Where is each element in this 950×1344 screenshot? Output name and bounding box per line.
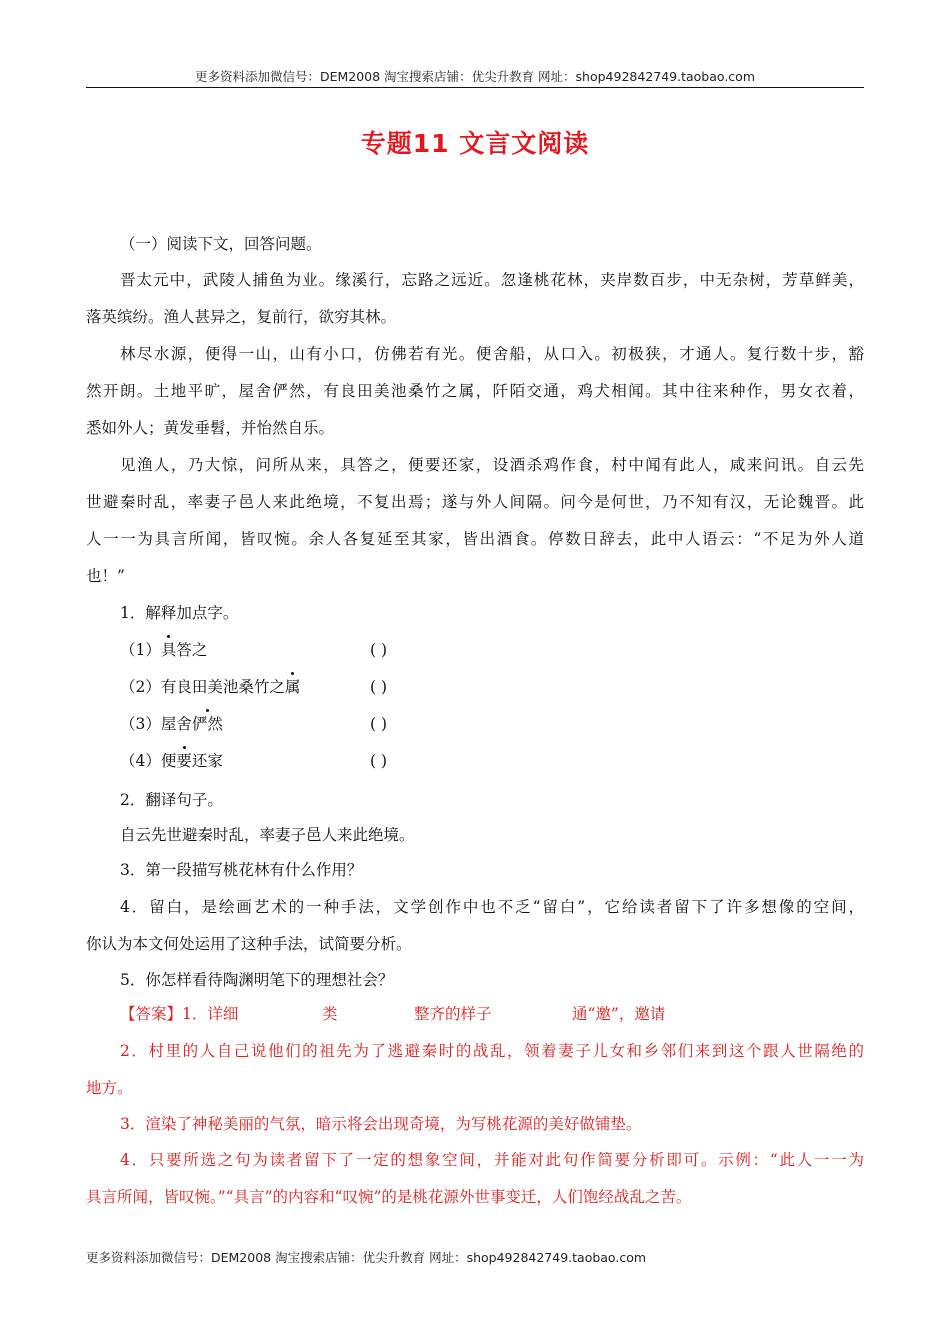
answer-1-3: 整齐的样子 [414,1005,492,1023]
passage-p1-line1: 晋太元中，武陵人捕鱼为业。缘溪行，忘路之远近。忽逢桃花林，夹岸数百步，中无杂树，芳草鲜美， [120,271,864,289]
answer-1 [120,1004,238,1024]
answer-blank[interactable]: ( ) [370,678,388,696]
question-1-item [120,751,360,773]
answer-blank[interactable]: ( ) [370,641,388,659]
question-3: 3．第一段描写桃花林有什么作用？ [120,861,363,879]
passage-p2-line1: 林尽水源，便得一山，山有小口，仿佛若有光。便舍船，从口入。初极狭，才通人。复行数十步，豁 [120,345,864,363]
dotted-char: 属 [284,678,301,696]
item-text-pre: 有良田美池桑竹之 [160,678,285,696]
answer-blank[interactable]: ( ) [370,715,388,733]
question-1-item [120,677,360,699]
item-text-post: 还家 [191,752,223,770]
answer-3: 3．渲染了神秘美丽的气氛，暗示将会出现奇境，为写桃花源的美好做铺垫。 [120,1115,642,1133]
passage-p3-line4: 也！” [86,567,125,585]
item-number: （3） [120,715,161,733]
header-divider [86,87,864,88]
passage-p1-line2: 落英缤纷。渔人甚异之，复前行，欲穷其林。 [86,308,397,326]
item-number: （1） [120,641,161,659]
page-header: 更多资料添加微信号：DEM2008 淘宝搜索店铺：优尖升教育 网址：shop492842749.taobao.com [194,69,756,84]
passage-p3-line1: 见渔人，乃大惊，问所从来，具答之，便要还家，设酒杀鸡作食，村中闻有此人，咸来问讯。自云先 [120,456,864,474]
item-number: （4） [120,752,161,770]
item-text-post: 答之 [176,641,208,659]
question-1-item [120,714,360,736]
passage-p2-line2: 然开朗。土地平旷，屋舍俨然，有良田美池桑竹之属，阡陌交通，鸡犬相闻。其中往来种作，男女衣着， [86,382,864,400]
question-1-item [120,640,360,662]
answer-1-2: 类 [322,1005,338,1023]
dotted-char: 俨然 [191,715,223,733]
passage-p3-line3: 人一一为具言所闻，皆叹惋。余人各复延至其家，皆出酒食。停数日辞去，此中人语云：“不足为外人道 [86,530,864,548]
item-number: （2） [120,678,161,696]
question-4-line1: 4．留白，是绘画艺术的一种手法，文学创作中也不乏“留白”，它给读者留下了许多想像的空间， [120,898,864,916]
answer-4-line2: 具言所闻，皆叹惋。”“具言”的内容和“叹惋”的是桃花源外世事变迁，人们饱经战乱之苦。 [86,1188,692,1206]
answer-blank[interactable]: ( ) [370,752,388,770]
answer-2-line1: 2．村里的人自己说他们的祖先为了逃避秦时的战乱，领着妻子儿女和乡邻们来到这个跟人世隔绝的 [120,1042,864,1060]
passage-p3-line2: 世避秦时乱，率妻子邑人来此绝境，不复出焉；遂与外人间隔。问今是何世，乃不知有汉，无论魏晋。此 [86,493,864,511]
answer-1-4: 通“邀”，邀请 [572,1005,666,1023]
question-1-label: 1．解释加点字。 [120,604,239,622]
dotted-char: 具 [160,641,177,659]
passage-p2-line3: 悉如外人；黄发垂髫，并怡然自乐。 [86,419,335,437]
answer-tag: 【答案】 [120,1005,183,1023]
answer-4-line1: 4．只要所选之句为读者留下了一定的想象空间，并能对此句作简要分析即可。示例：“此人一一为 [120,1151,864,1169]
answer-2-line2: 地方。 [86,1079,133,1097]
page-title: 专题11 文言文阅读 [360,129,590,158]
item-text-pre: 便 [160,752,177,770]
question-4-line2: 你认为本文何处运用了这种手法，试简要分析。 [86,935,412,953]
question-2-sentence: 自云先世避秦时乱，率妻子邑人来此绝境。 [120,826,415,844]
page-footer: 更多资料添加微信号：DEM2008 淘宝搜索店铺：优尖升教育 网址：shop492842749.taobao.com [86,1250,647,1265]
question-5: 5．你怎样看待陶渊明笔下的理想社会？ [120,971,394,989]
item-text-pre: 屋舍 [160,715,192,733]
answer-1-1: 1．详细 [182,1005,239,1023]
question-2-label: 2．翻译句子。 [120,791,223,809]
dotted-char: 要 [176,752,192,770]
section-heading: （一）阅读下文，回答问题。 [120,235,322,253]
